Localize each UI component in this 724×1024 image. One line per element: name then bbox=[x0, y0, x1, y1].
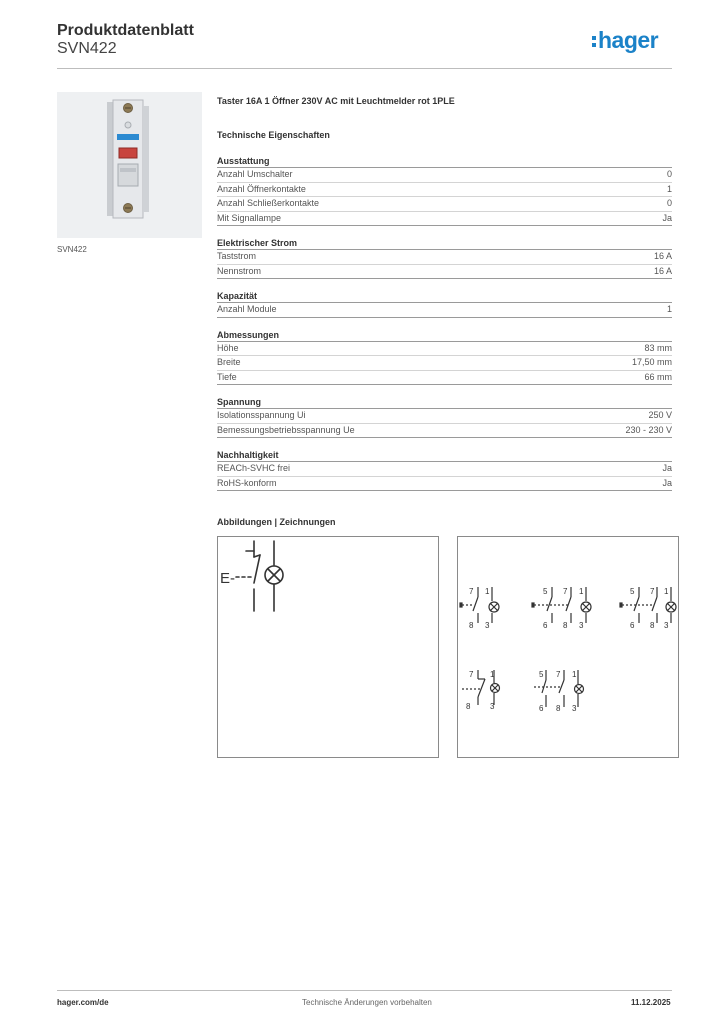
footer-website[interactable]: hager.com/de bbox=[57, 998, 109, 1007]
property-label: Tiefe bbox=[217, 371, 237, 382]
property-value: 66 mm bbox=[644, 371, 672, 382]
property-label: Bemessungsbetriebsspannung Ue bbox=[217, 424, 355, 435]
property-value: Ja bbox=[662, 212, 672, 223]
svg-text:7: 7 bbox=[563, 587, 568, 596]
property-value: 17,50 mm bbox=[631, 357, 672, 367]
product-name: Taster 16A 1 Öffner 230V AC mit Leuchtmelder rot 1PLE bbox=[217, 96, 455, 106]
property-value: 16 A bbox=[653, 265, 672, 276]
svg-text:7: 7 bbox=[650, 587, 655, 596]
svg-text:6: 6 bbox=[543, 621, 548, 630]
svg-text:8: 8 bbox=[650, 621, 655, 630]
svg-text:5: 5 bbox=[630, 587, 635, 596]
property-label: Mit Signallampe bbox=[217, 212, 282, 223]
property-label: Anzahl Umschalter bbox=[217, 169, 293, 179]
symbol-drawing bbox=[217, 536, 439, 758]
property-row bbox=[217, 212, 672, 227]
svg-text:5: 5 bbox=[543, 587, 548, 596]
drawings-title: Abbildungen | Zeichnungen bbox=[217, 517, 336, 527]
property-group bbox=[217, 330, 672, 386]
product-image bbox=[57, 92, 202, 238]
terminal-diagrams bbox=[457, 536, 679, 758]
property-label: Breite bbox=[217, 357, 241, 367]
property-row bbox=[217, 371, 672, 386]
technical-properties bbox=[217, 96, 672, 491]
property-label: RoHS-konform bbox=[217, 477, 277, 488]
property-row bbox=[217, 409, 672, 424]
property-value: Ja bbox=[662, 463, 672, 473]
svg-text:1: 1 bbox=[485, 587, 490, 596]
svg-text:8: 8 bbox=[466, 702, 471, 711]
property-value: 16 A bbox=[653, 251, 672, 261]
svg-text:1: 1 bbox=[572, 670, 577, 679]
svg-text:3: 3 bbox=[572, 704, 577, 713]
property-label: REACh-SVHC frei bbox=[217, 463, 291, 473]
svg-text:8: 8 bbox=[556, 704, 561, 713]
property-row bbox=[217, 424, 672, 439]
terminal-diagram bbox=[534, 670, 584, 713]
property-group bbox=[217, 450, 672, 491]
group-title: Nachhaltigkeit bbox=[217, 450, 672, 462]
property-group bbox=[217, 238, 672, 279]
page-title: Produktdatenblatt bbox=[57, 22, 194, 39]
svg-text:7: 7 bbox=[556, 670, 561, 679]
actuator-prefix: E- bbox=[220, 570, 235, 587]
property-row bbox=[217, 356, 672, 371]
terminal-diagram bbox=[460, 587, 499, 630]
svg-text:3: 3 bbox=[664, 621, 669, 630]
property-row bbox=[217, 197, 672, 212]
property-label: Isolationsspannung Ui bbox=[217, 410, 306, 420]
property-group bbox=[217, 291, 672, 318]
group-title: Spannung bbox=[217, 397, 672, 409]
svg-text:8: 8 bbox=[469, 621, 474, 630]
property-value: 250 V bbox=[648, 410, 672, 420]
svg-text:1: 1 bbox=[579, 587, 584, 596]
svg-text:3: 3 bbox=[490, 702, 495, 711]
property-value: 0 bbox=[666, 198, 672, 208]
property-label: Anzahl Module bbox=[217, 304, 277, 314]
article-number: SVN422 bbox=[57, 40, 117, 57]
property-row bbox=[217, 168, 672, 183]
property-row bbox=[217, 477, 672, 492]
logo-text: hager bbox=[598, 27, 659, 53]
svg-text:1: 1 bbox=[490, 670, 495, 679]
group-title: Ausstattung bbox=[217, 156, 672, 168]
property-group bbox=[217, 156, 672, 226]
property-label: Höhe bbox=[217, 342, 239, 353]
svg-text:1: 1 bbox=[664, 587, 669, 596]
property-row bbox=[217, 250, 672, 265]
property-row bbox=[217, 183, 672, 198]
terminal-diagram bbox=[532, 587, 591, 630]
terminal-diagram bbox=[462, 670, 500, 711]
property-group bbox=[217, 397, 672, 438]
property-label: Anzahl Schließerkontakte bbox=[217, 198, 320, 208]
svg-text:6: 6 bbox=[539, 704, 544, 713]
group-title: Abmessungen bbox=[217, 330, 672, 342]
terminal-diagram bbox=[620, 587, 676, 630]
property-row bbox=[217, 342, 672, 357]
property-value: 83 mm bbox=[644, 342, 672, 353]
property-label: Anzahl Öffnerkontakte bbox=[217, 183, 306, 194]
property-value: 1 bbox=[666, 183, 672, 194]
footer-date: 11.12.2025 bbox=[631, 998, 671, 1007]
property-label: Taststrom bbox=[217, 251, 257, 261]
group-title: Elektrischer Strom bbox=[217, 238, 672, 250]
footer-divider bbox=[57, 990, 672, 991]
property-value: Ja bbox=[662, 477, 672, 488]
photo-caption: SVN422 bbox=[57, 245, 87, 254]
property-row bbox=[217, 265, 672, 280]
property-value: 0 bbox=[666, 169, 672, 179]
svg-text:8: 8 bbox=[563, 621, 568, 630]
section-title: Technische Eigenschaften bbox=[217, 130, 330, 140]
header-divider bbox=[57, 68, 672, 69]
svg-text:6: 6 bbox=[630, 621, 635, 630]
property-value: 230 - 230 V bbox=[625, 424, 672, 435]
svg-text:7: 7 bbox=[469, 670, 474, 679]
svg-text:3: 3 bbox=[579, 621, 584, 630]
property-value: 1 bbox=[666, 304, 672, 314]
property-row bbox=[217, 303, 672, 318]
svg-text:7: 7 bbox=[469, 587, 474, 596]
hager-logo bbox=[592, 27, 676, 57]
svg-text:5: 5 bbox=[539, 670, 544, 679]
svg-text:3: 3 bbox=[485, 621, 490, 630]
property-row bbox=[217, 462, 672, 477]
group-title: Kapazität bbox=[217, 291, 672, 303]
property-label: Nennstrom bbox=[217, 265, 262, 276]
footer-notice: Technische Änderungen vorbehalten bbox=[302, 998, 432, 1007]
